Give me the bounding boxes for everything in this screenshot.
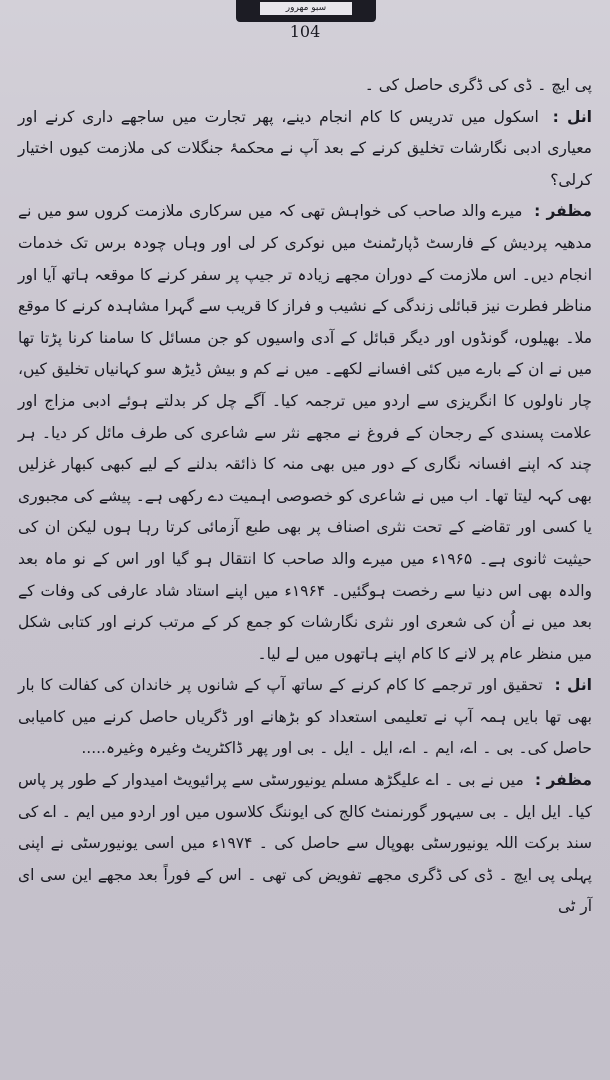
paragraph-answer [18, 765, 592, 923]
header-tab [236, 0, 376, 22]
speaker-label: انل : [552, 107, 592, 126]
speaker-label: مظفر : [534, 202, 592, 221]
speaker-label: مظفر : [534, 771, 592, 790]
interview-text [18, 70, 592, 923]
paragraph-closing-line [18, 70, 592, 102]
paragraph-text: میں نے بی ۔ اے علیگڑھ مسلم یونیورسٹی سے پرائیویٹ امیدوار کے طور پر پاس کیا۔ ایل ایل ۔ بی سیہور گورنمنٹ کالج کی ایوننگ کلاسوں میں اور اردو میں ایم ۔ اے کی سند برکت اللہ یونیورسٹی بھوپال سے حاصل کی ۔ ۱۹۷۴ء میں اسی یونیورسٹی نے اپنی پہلی پی ایچ ۔ ڈی کی ڈگری مجھے تفویض کی تھی ۔ اس کے فوراً بعد مجھے این سی ای آر ٹی [18, 771, 592, 916]
page-number: 104 [289, 22, 321, 41]
paragraph-answer [18, 196, 592, 670]
paragraph-question [18, 102, 592, 197]
paragraph-text: پی ایچ ۔ ڈی کی ڈگری حاصل کی ۔ [364, 76, 592, 94]
speaker-label: انل : [554, 676, 592, 695]
paragraph-text: تحقیق اور ترجمے کا کام کرنے کے ساتھ آپ کے شانوں پر خاندان کی کفالت کا بار بھی تھا بایں ہمہ آپ نے تعلیمی استعداد کو بڑھانے اور ڈگریاں حاصل کرنے میں کامیابی حاصل کی۔ بی ۔ اے، ایم ۔ اے، ایل ۔ ایل ۔ بی اور پھر ڈاکٹریٹ وغیرہ وغیرہ..... [18, 676, 592, 758]
paragraph-question [18, 670, 592, 765]
paragraph-text: میرے والد صاحب کی خواہش تھی کہ میں سرکاری ملازمت کروں سو میں نے مدھیہ پردیش کے فارسٹ ڈپارٹمنٹ میں نوکری کر لی اور وہاں چودہ برس تک خدمات انجام دیں۔ اس ملازمت کے دوران مجھے زیادہ تر جیپ پر سفر کرنے کا موقعہ ہاتھ آیا اور مناظر فطرت نیز قبائلی زندگی کے نشیب و فراز کا قریب سے گہرا مشاہدہ کرنے کا موقع ملا۔ بھیلوں، گونڈوں اور دیگر قبائل کے آدی واسیوں کو جن مسائل کا سامنا کرنا پڑتا تھا میں نے ان کے بارے میں کئی افسانے لکھے۔ میں نے کم و بیش ڈیڑھ سو کہانیاں تخلیق کیں، چار ناولوں کا انگریزی سے اردو میں ترجمہ کیا۔ آگے چل کر بدلتے ہوئے ادبی مزاج اور علامت پسندی کے رجحان کے فروغ نے مجھے نثر سے شاعری کی طرف مائل کر دیا۔ ہر چند کہ اپنے افسانہ نگاری کے دور میں بھی منہ کا ذائقہ بدلنے کے لیے کبھی کبھار غزلیں بھی کہہ لیتا تھا۔ اب میں نے شاعری کو خصوصی اہمیت دے رکھی ہے۔ پیشے کی مجبوری یا کسی اور تقاضے کے تحت نثری اصناف پر بھی طبع آزمائی کرتا رہا ہوں لیکن ان کی حیثیت ثانوی ہے۔ ۱۹۶۵ء میں میرے والد صاحب کا انتقال ہو گیا اور اس کے نو ماہ بعد والدہ بھی اس دنیا سے رخصت ہوگئیں۔ ۱۹۶۴ء میں اپنے استاد شاد عارفی کی وفات کے بعد میں نے اُن کی شعری اور نثری نگارشات کو جمع کر کے مرتب کرنے اور کتابی شکل میں منظر عام پر لانے کا کام اپنے ہاتھوں میں لے لیا۔ [18, 202, 592, 663]
header-tab-label: سبو مهرور [260, 2, 352, 15]
paragraph-text: اسکول میں تدریس کا کام انجام دینے، پھر تجارت میں ساجھے داری کرنے اور معیاری ادبی نگارشات تخلیق کرنے کے بعد آپ نے محکمۂ جنگلات کی ملازمت کیوں اختیار کرلی؟ [18, 107, 592, 189]
